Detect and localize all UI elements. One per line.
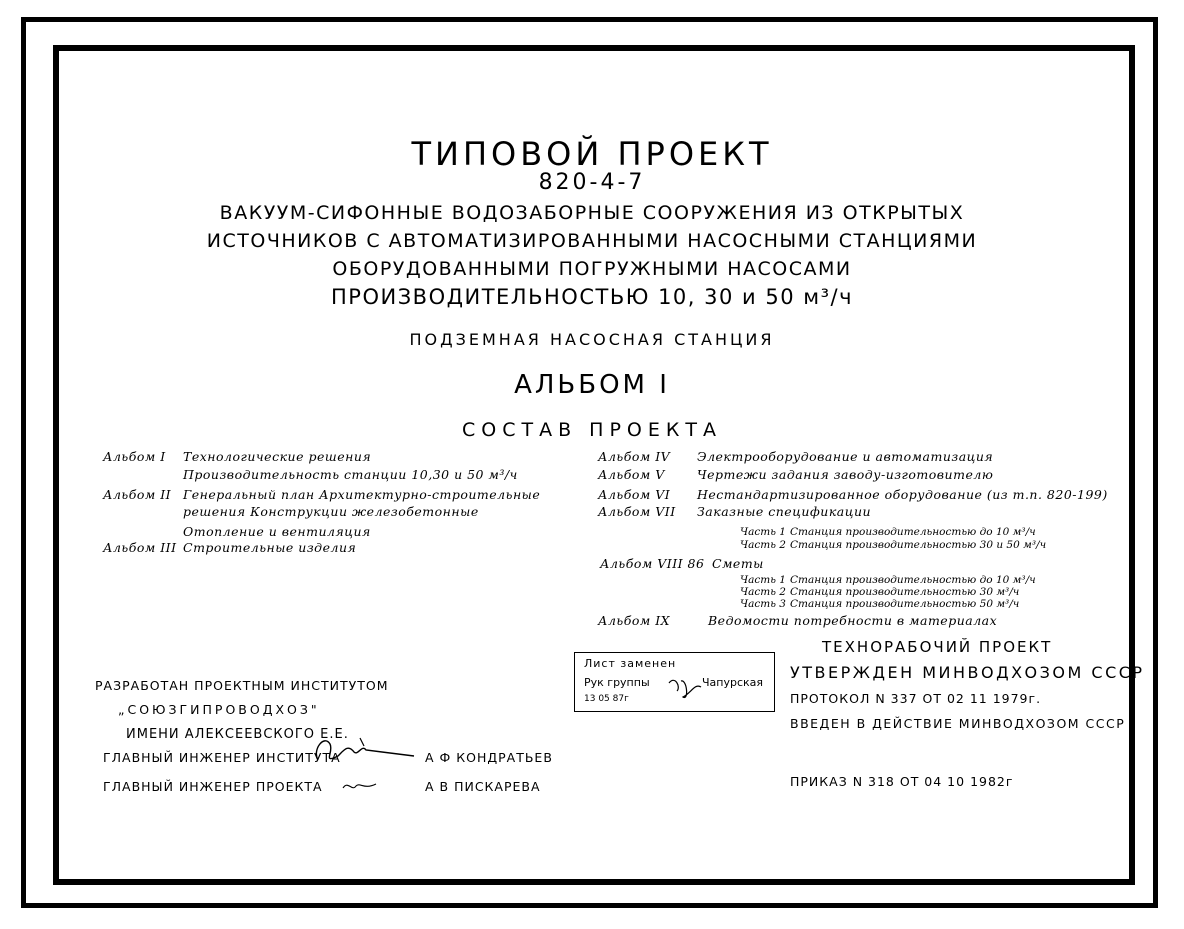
right-album-6-label: Альбом VI bbox=[598, 487, 671, 502]
developer-institute: „СОЮЗГИПРОВОДХОЗ" bbox=[118, 702, 320, 717]
developer-line-3: ИМЕНИ АЛЕКСЕЕВСКОГО Е.Е. bbox=[126, 727, 349, 742]
right-album-8-label: Альбом VIII 86 bbox=[600, 556, 705, 571]
stamp-line-2-a: Рук группы bbox=[584, 676, 650, 689]
right-album-9-label: Альбом IX bbox=[598, 613, 671, 628]
order: ПРИКАЗ N 318 ОТ 04 10 1982г bbox=[790, 774, 1014, 789]
viii-part-2-text: Станция производительностью 30 м³/ч bbox=[790, 586, 1020, 598]
project-code: 820-4-7 bbox=[538, 170, 646, 195]
left-album-2-text-2: решения Конструкции железобетонные bbox=[183, 504, 479, 519]
left-album-3-label: Альбом III bbox=[103, 540, 177, 555]
description-line-2: ИСТОЧНИКОВ С АВТОМАТИЗИРОВАННЫМИ НАСОСНЫМИ СТАНЦИЯМИ bbox=[206, 230, 978, 252]
developer-line-1: РАЗРАБОТАН ПРОЕКТНЫМ ИНСТИТУТОМ bbox=[95, 678, 389, 693]
right-album-5-text: Чертежи задания заводу-изготовителю bbox=[697, 467, 994, 482]
left-album-3-text: Строительные изделия bbox=[183, 540, 357, 555]
description-line-1: ВАКУУМ-СИФОННЫЕ ВОДОЗАБОРНЫЕ СООРУЖЕНИЯ ИЗ ОТКРЫТЫХ bbox=[219, 202, 965, 224]
approved-by: УТВЕРЖДЕН МИНВОДХОЗОМ СССР bbox=[790, 663, 1145, 682]
vii-part-2-label: Часть 2 bbox=[740, 539, 786, 551]
viii-part-1-label: Часть 1 bbox=[740, 574, 786, 586]
chief-project-name: А В ПИСКАРЕВА bbox=[425, 779, 541, 794]
description-line-3: ОБОРУДОВАННЫМИ ПОГРУЖНЫМИ НАСОСАМИ bbox=[332, 258, 852, 280]
chief-project-label: ГЛАВНЫЙ ИНЖЕНЕР ПРОЕКТА bbox=[103, 779, 323, 794]
left-album-1-label: Альбом I bbox=[103, 449, 166, 464]
project-title: ТИПОВОЙ ПРОЕКТ bbox=[411, 135, 773, 173]
station-subtitle: ПОДЗЕМНАЯ НАСОСНАЯ СТАНЦИЯ bbox=[409, 330, 775, 349]
replacement-stamp bbox=[574, 652, 775, 712]
protocol: ПРОТОКОЛ N 337 ОТ 02 11 1979г. bbox=[790, 691, 1042, 706]
composition-heading: СОСТАВ ПРОЕКТА bbox=[462, 419, 722, 441]
right-album-4-text: Электрооборудование и автоматизация bbox=[697, 449, 994, 464]
right-album-7-label: Альбом VII bbox=[598, 504, 676, 519]
left-album-1-text: Технологические решения bbox=[183, 449, 372, 464]
description-line-4: ПРОИЗВОДИТЕЛЬНОСТЬЮ 10, 30 и 50 м³/ч bbox=[331, 285, 853, 309]
stamp-signature-icon bbox=[665, 673, 705, 705]
viii-part-3-text: Станция производительностью 50 м³/ч bbox=[790, 598, 1020, 610]
viii-part-1-text: Станция производительностью до 10 м³/ч bbox=[790, 574, 1036, 586]
left-album-2-text-3: Отопление и вентиляция bbox=[183, 524, 371, 539]
viii-part-2-label: Часть 2 bbox=[740, 586, 786, 598]
project-type: ТЕХНОРАБОЧИЙ ПРОЕКТ bbox=[822, 638, 1053, 656]
vii-part-1-label: Часть 1 bbox=[740, 526, 786, 538]
right-album-7-text: Заказные спецификации bbox=[697, 504, 872, 519]
chief-project-signature-icon bbox=[340, 778, 380, 794]
left-album-2-text: Генеральный план Архитектурно-строительные bbox=[183, 487, 541, 502]
right-album-9-text: Ведомости потребности в материалах bbox=[708, 613, 998, 628]
right-album-5-label: Альбом V bbox=[598, 467, 665, 482]
stamp-line-1: Лист заменен bbox=[584, 657, 677, 670]
chief-institute-label: ГЛАВНЫЙ ИНЖЕНЕР ИНСТИТУТА bbox=[103, 750, 341, 765]
left-album-2-label: Альбом II bbox=[103, 487, 172, 502]
stamp-line-2-b: Чапурская bbox=[702, 676, 764, 689]
enacted-by: ВВЕДЕН В ДЕЙСТВИЕ МИНВОДХОЗОМ СССР bbox=[790, 716, 1126, 731]
left-album-1-text-2: Производительность станции 10,30 и 50 м³/ч bbox=[183, 467, 518, 482]
right-album-4-label: Альбом IV bbox=[598, 449, 671, 464]
chief-institute-signature-icon bbox=[310, 730, 420, 770]
vii-part-1-text: Станция производительностью до 10 м³/ч bbox=[790, 526, 1036, 538]
right-album-6-text: Нестандартизированное оборудование (из т.п. 820-199) bbox=[697, 487, 1108, 502]
stamp-date: 13 05 87г bbox=[584, 694, 629, 704]
viii-part-3-label: Часть 3 bbox=[740, 598, 786, 610]
vii-part-2-text: Станция производительностью 30 и 50 м³/ч bbox=[790, 539, 1047, 551]
album-number: АЛЬБОМ I bbox=[514, 370, 670, 400]
right-album-8-text: Сметы bbox=[712, 556, 764, 571]
chief-institute-name: А Ф КОНДРАТЬЕВ bbox=[425, 750, 553, 765]
